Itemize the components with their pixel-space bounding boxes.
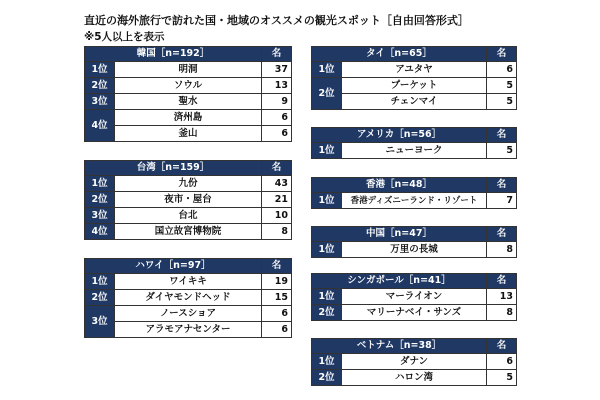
rank-cell: 4位 <box>85 224 115 240</box>
table-heading: 台湾［n=159］ <box>85 161 262 176</box>
count-cell: 8 <box>487 242 517 258</box>
rank-cell: 1位 <box>312 354 342 370</box>
rank-cell: 1位 <box>85 176 115 192</box>
table-row <box>85 322 292 338</box>
place-cell: 釜山 <box>115 126 262 142</box>
table-row <box>85 94 292 110</box>
rank-cell: 3位 <box>85 306 115 338</box>
place-cell: マーライオン <box>342 289 487 305</box>
rank-cell: 3位 <box>85 208 115 224</box>
table-row <box>85 78 292 94</box>
count-cell: 6 <box>487 354 517 370</box>
table-row <box>312 94 517 110</box>
place-cell: ワイキキ <box>115 274 262 290</box>
table-row <box>85 126 292 142</box>
place-cell: ダナン <box>342 354 487 370</box>
table-hongkong <box>311 177 517 209</box>
page-title: 直近の海外旅行で訪れた国・地域のオススメの観光スポット［自由回答形式］ <box>84 14 469 27</box>
rank-cell: 1位 <box>312 193 342 209</box>
table-usa <box>311 127 517 159</box>
count-cell: 7 <box>487 193 517 209</box>
table-row <box>312 62 517 78</box>
place-cell: 九份 <box>115 176 262 192</box>
rank-cell: 2位 <box>312 370 342 386</box>
table-heading: アメリカ［n=56］ <box>312 128 487 143</box>
place-cell: アユタヤ <box>342 62 487 78</box>
place-cell: 香港ディズニーランド・リゾート <box>342 193 487 209</box>
count-header: 名 <box>487 339 517 354</box>
count-cell: 19 <box>262 274 292 290</box>
table-row <box>312 354 517 370</box>
place-cell: ハロン湾 <box>342 370 487 386</box>
place-cell: ノースショア <box>115 306 262 322</box>
table-heading: タイ［n=65］ <box>312 47 487 62</box>
count-cell: 8 <box>262 224 292 240</box>
page-note: ※5人以上を表示 <box>84 31 165 43</box>
table-row <box>85 224 292 240</box>
count-header: 名 <box>487 47 517 62</box>
table-row <box>312 143 517 159</box>
place-cell: ダイヤモンドヘッド <box>115 290 262 306</box>
count-cell: 6 <box>262 126 292 142</box>
place-cell: 聖水 <box>115 94 262 110</box>
table-row <box>312 242 517 258</box>
count-cell: 6 <box>262 322 292 338</box>
table-china <box>311 226 517 258</box>
place-cell: 夜市・屋台 <box>115 192 262 208</box>
count-cell: 5 <box>487 94 517 110</box>
count-cell: 15 <box>262 290 292 306</box>
count-header: 名 <box>487 128 517 143</box>
table-row <box>312 289 517 305</box>
place-cell: マリーナベイ・サンズ <box>342 305 487 321</box>
table-vietnam <box>311 338 517 386</box>
table-row <box>312 370 517 386</box>
place-cell: 万里の長城 <box>342 242 487 258</box>
table-row <box>312 78 517 94</box>
count-cell: 10 <box>262 208 292 224</box>
count-cell: 9 <box>262 94 292 110</box>
rank-cell: 1位 <box>312 289 342 305</box>
count-cell: 43 <box>262 176 292 192</box>
count-cell: 6 <box>262 110 292 126</box>
table-thailand <box>311 46 517 110</box>
rank-cell: 1位 <box>312 143 342 159</box>
table-heading: 中国［n=47］ <box>312 227 487 242</box>
count-header: 名 <box>487 274 517 289</box>
table-heading: シンガポール［n=41］ <box>312 274 487 289</box>
rank-cell: 2位 <box>85 290 115 306</box>
table-row <box>85 176 292 192</box>
count-cell: 5 <box>487 370 517 386</box>
table-taiwan <box>84 160 292 240</box>
table-hawaii <box>84 258 292 338</box>
rank-cell: 3位 <box>85 94 115 110</box>
count-cell: 37 <box>262 62 292 78</box>
place-cell: ソウル <box>115 78 262 94</box>
place-cell: ニューヨーク <box>342 143 487 159</box>
count-cell: 5 <box>487 78 517 94</box>
table-korea <box>84 46 292 142</box>
table-row <box>85 290 292 306</box>
table-heading: 韓国［n=192］ <box>85 47 262 62</box>
table-row <box>85 274 292 290</box>
count-header: 名 <box>487 178 517 193</box>
rank-cell: 2位 <box>312 305 342 321</box>
table-heading: ハワイ［n=97］ <box>85 259 262 274</box>
table-heading: 香港［n=48］ <box>312 178 487 193</box>
count-cell: 21 <box>262 192 292 208</box>
count-cell: 5 <box>487 143 517 159</box>
table-row <box>85 62 292 78</box>
table-singapore <box>311 273 517 321</box>
count-cell: 6 <box>262 306 292 322</box>
rank-cell: 1位 <box>85 274 115 290</box>
place-cell: 国立故宮博物院 <box>115 224 262 240</box>
rank-cell: 2位 <box>85 78 115 94</box>
table-row <box>85 208 292 224</box>
place-cell: 明洞 <box>115 62 262 78</box>
rank-cell: 1位 <box>312 242 342 258</box>
count-cell: 13 <box>487 289 517 305</box>
place-cell: プーケット <box>342 78 487 94</box>
rank-cell: 1位 <box>312 62 342 78</box>
table-row <box>85 192 292 208</box>
rank-cell: 2位 <box>312 78 342 110</box>
place-cell: チェンマイ <box>342 94 487 110</box>
place-cell: 台北 <box>115 208 262 224</box>
table-row <box>85 110 292 126</box>
rank-cell: 4位 <box>85 110 115 142</box>
place-cell: 済州島 <box>115 110 262 126</box>
table-heading: ベトナム［n=38］ <box>312 339 487 354</box>
rank-cell: 1位 <box>85 62 115 78</box>
count-header: 名 <box>487 227 517 242</box>
count-header: 名 <box>262 47 292 62</box>
table-row <box>85 306 292 322</box>
count-cell: 13 <box>262 78 292 94</box>
count-header: 名 <box>262 259 292 274</box>
table-row <box>312 193 517 209</box>
count-cell: 8 <box>487 305 517 321</box>
rank-cell: 2位 <box>85 192 115 208</box>
count-cell: 6 <box>487 62 517 78</box>
place-cell: アラモアナセンター <box>115 322 262 338</box>
count-header: 名 <box>262 161 292 176</box>
table-row <box>312 305 517 321</box>
